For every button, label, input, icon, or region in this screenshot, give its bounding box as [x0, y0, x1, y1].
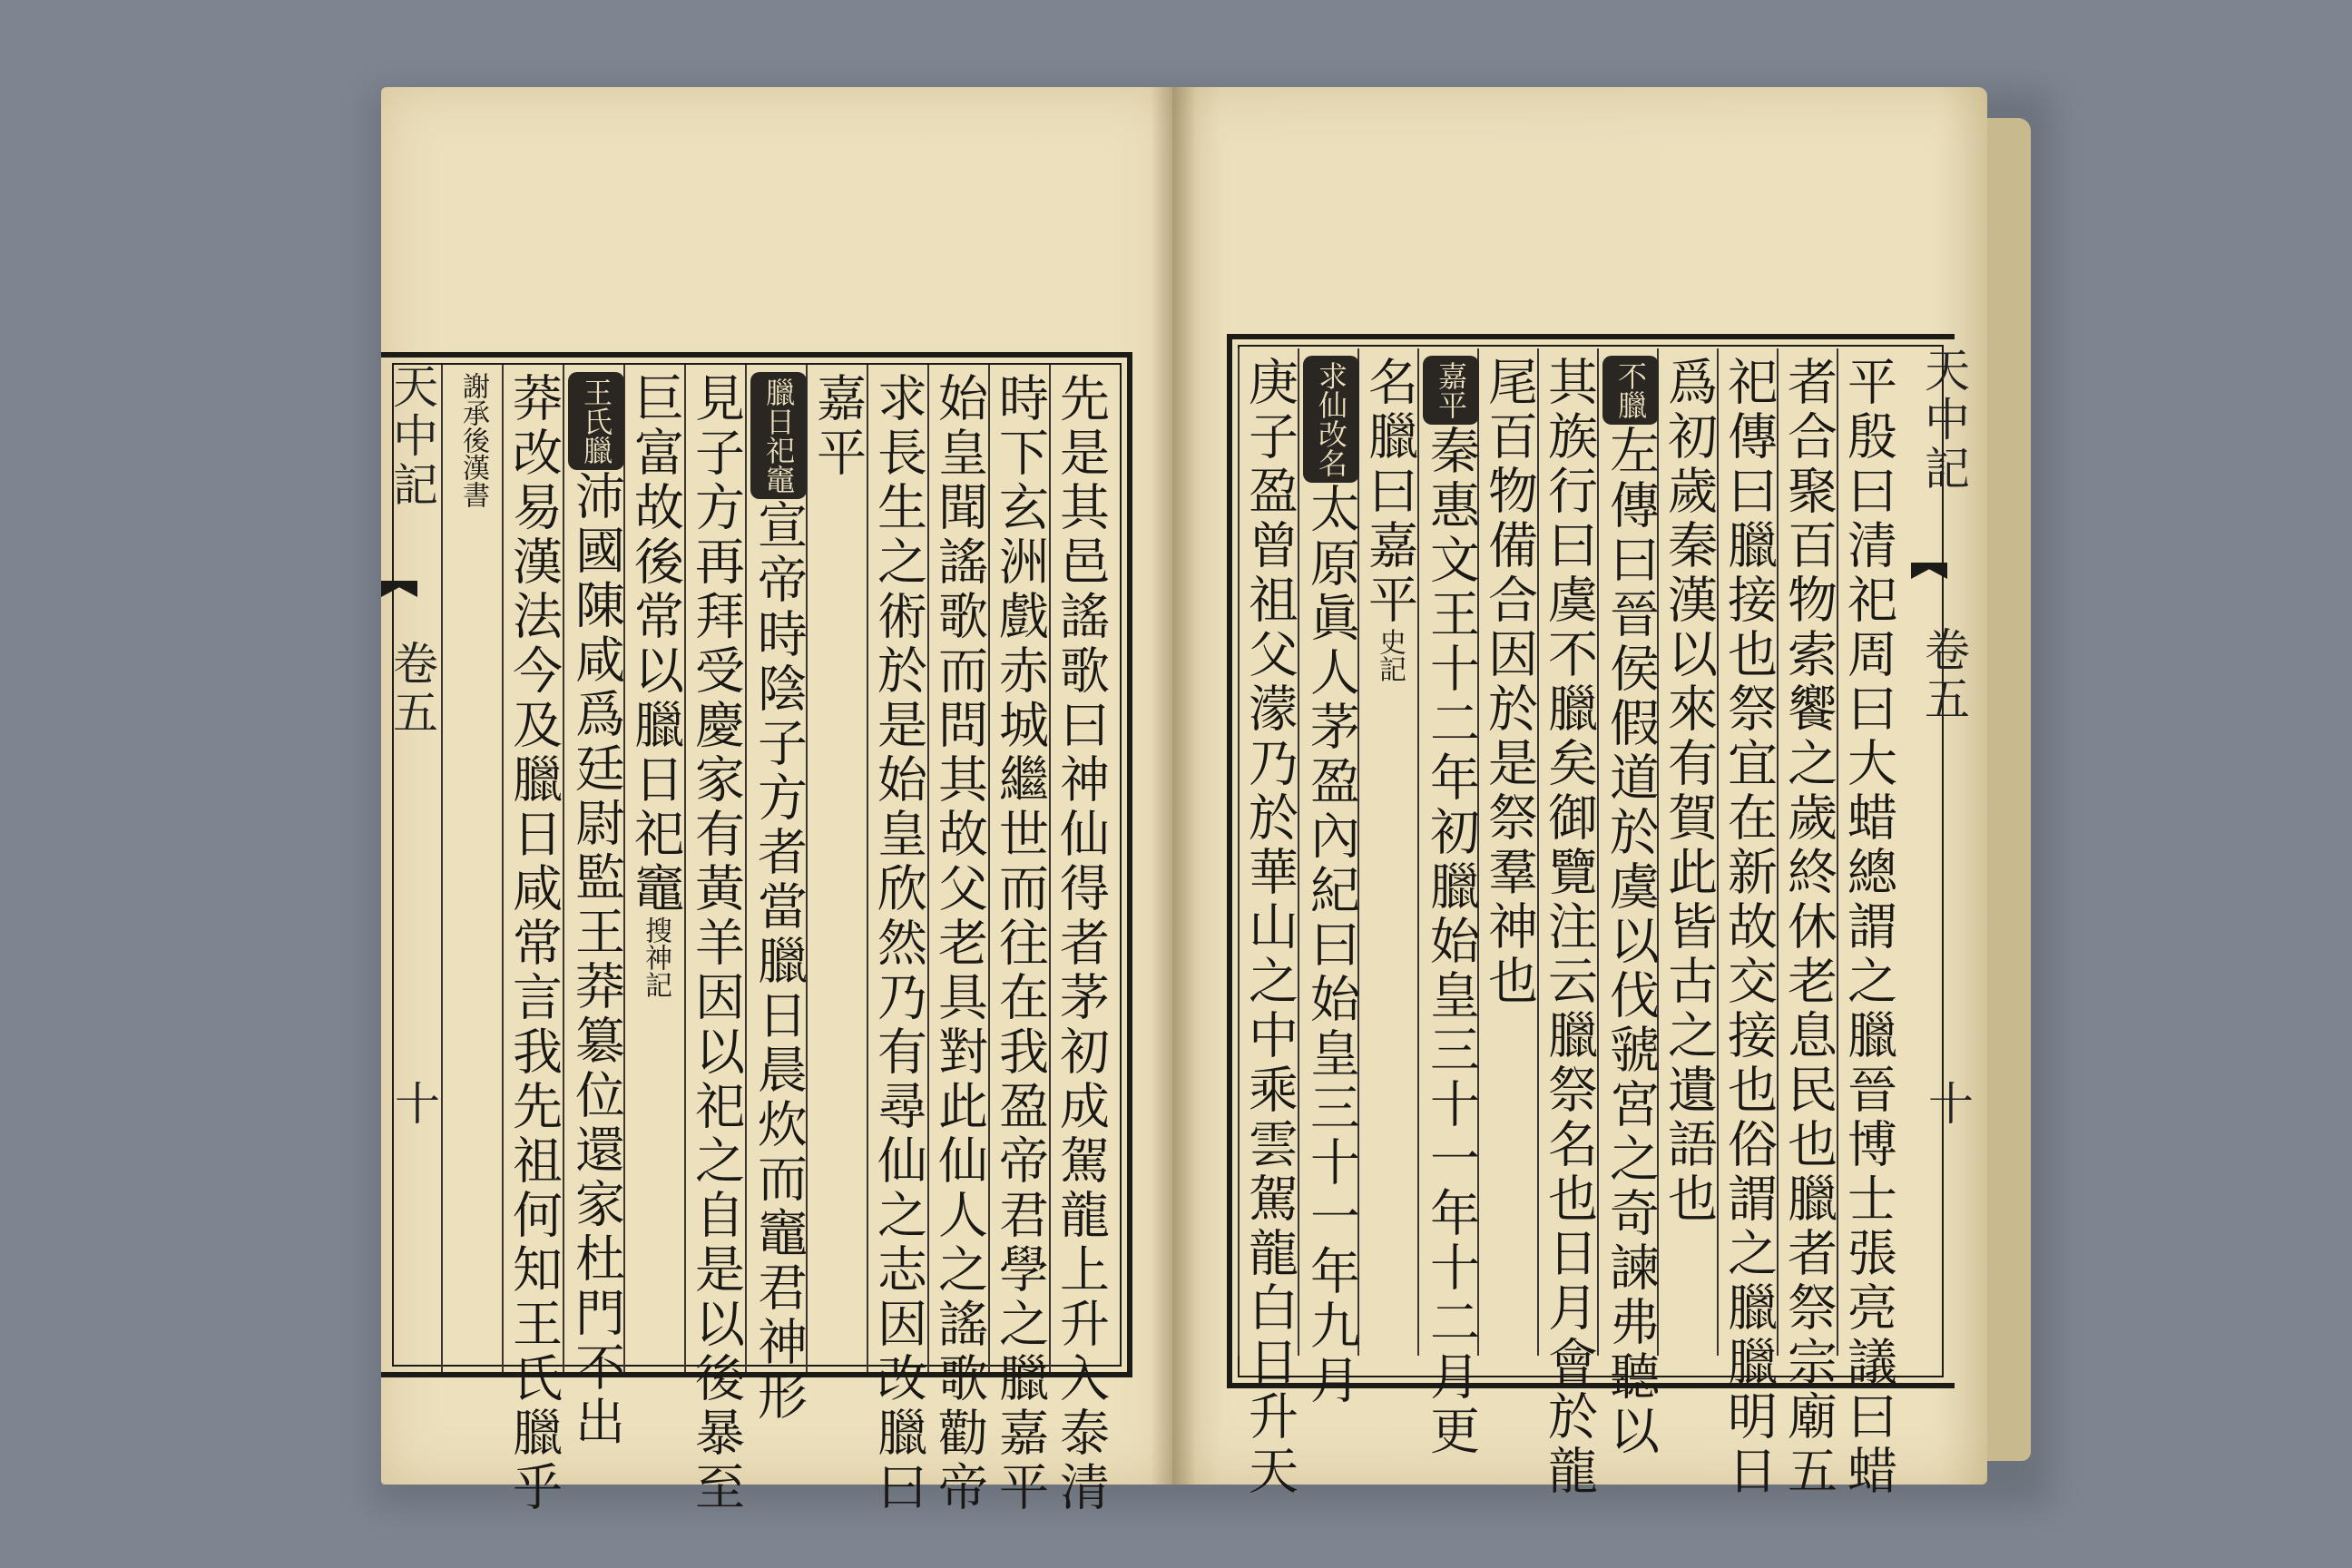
column-text: 秦惠文王十二年初臘始皇三十一年十二月更 [1422, 425, 1480, 1459]
column-text: 始皇聞謠歌而問其故父老具對此仙人之謠歌勸帝 [930, 372, 988, 1515]
column-text: 其族行曰虞不臘矣御覽注云臘祭名也日月會於龍 [1540, 356, 1598, 1499]
right-page-volume: 卷五 [1917, 626, 1970, 724]
column-rule [1238, 348, 1240, 1356]
left-page-number: 十 [387, 1080, 440, 1129]
section-heading-tag: 臘日祀竈 [750, 372, 807, 499]
text-column [1779, 356, 1838, 1499]
section-heading-tag: 求仙改名 [1303, 356, 1359, 483]
text-column [505, 372, 563, 1515]
source-note: 搜神記 [640, 916, 671, 998]
column-text: 莽改易漢法今及臘日咸常言我先祖何知王氏臘乎 [505, 372, 563, 1515]
text-column [446, 372, 499, 508]
column-text: 見子方再拜受慶家有黃羊因以祀之自是以後暴至 [687, 372, 745, 1515]
text-column [1423, 356, 1479, 1459]
text-column [1720, 356, 1778, 1499]
column-rule [867, 365, 868, 1372]
source-note: 史記 [1374, 628, 1406, 682]
column-rule [745, 365, 747, 1372]
column-text: 祀傳曰臘接也祭宜在新故交接也俗謂之臘臘明日 [1720, 356, 1778, 1499]
column-text: 名臘曰嘉平 [1360, 356, 1418, 628]
column-text: 左傳曰晉侯假道於虞以伐虢宮之奇諫弗聽以 [1602, 425, 1660, 1459]
column-text: 求長生之術於是始皇欣然乃有尋仙之志因改臘曰 [869, 372, 927, 1515]
text-column [1540, 356, 1598, 1499]
column-rule [441, 365, 443, 1372]
section-heading-tag: 王氏臘 [568, 372, 624, 470]
column-rule [684, 365, 686, 1372]
column-rule [927, 365, 929, 1372]
column-text: 宣帝時陰子方者當臘日晨炊而竈君神形 [750, 499, 808, 1425]
column-text: 沛國陳咸爲廷尉監王莽簒位還家杜門不出 [567, 470, 625, 1450]
column-rule [1049, 365, 1051, 1372]
column-text: 平殷曰清祀周曰大蜡總謂之臘晉博士張亮議曰蜡 [1839, 356, 1897, 1499]
text-column [1240, 356, 1298, 1499]
column-text: 尾百物備合因於是祭羣神也 [1480, 356, 1538, 1009]
right-page-number: 十 [1921, 1080, 1974, 1129]
column-text: 嘉平 [808, 372, 867, 481]
column-text: 巨富故後常以臘日祀竈 [626, 372, 684, 916]
text-column [808, 372, 867, 481]
column-text: 先是其邑謠歌曰神仙得者茅初成駕龍上升入泰清 [1052, 372, 1110, 1515]
right-page-header: 天中記 [1917, 347, 1970, 494]
text-column [687, 372, 745, 1515]
text-column [991, 372, 1049, 1515]
column-text: 庚子盈曾祖父濛乃於華山之中乘雲駕龍白日升天 [1240, 356, 1298, 1499]
source-note: 謝承後漢書 [457, 372, 489, 508]
left-page-header: 天中記 [386, 363, 438, 510]
cover-edge [1984, 118, 2031, 1461]
text-column [930, 372, 988, 1515]
left-page-volume: 卷五 [386, 640, 438, 738]
column-rule [563, 365, 564, 1372]
column-text: 者合聚百物索饗之歲終休老息民也臘者祭宗廟五 [1779, 356, 1838, 1499]
column-rule [988, 365, 990, 1372]
text-column [1660, 356, 1718, 1227]
text-column [869, 372, 927, 1515]
text-column [750, 372, 807, 1425]
column-rule [502, 365, 504, 1372]
book-gutter [1151, 87, 1196, 1485]
column-text: 太原眞人茅盈內紀曰始皇三十一年九月 [1302, 483, 1360, 1408]
text-column [1052, 372, 1110, 1515]
text-column [1360, 356, 1418, 682]
text-column [568, 372, 624, 1450]
text-column [626, 372, 684, 998]
column-text: 爲初歲秦漢以來有賀此皆古之遺語也 [1660, 356, 1718, 1227]
section-heading-tag: 不臘 [1602, 356, 1659, 425]
text-column [1303, 356, 1359, 1408]
text-column [1480, 356, 1538, 1009]
text-column [1839, 356, 1897, 1499]
column-text: 時下玄洲戲赤城繼世而往在我盈帝君學之臘嘉平 [991, 372, 1049, 1515]
text-column [1602, 356, 1659, 1459]
section-heading-tag: 嘉平 [1423, 356, 1479, 425]
